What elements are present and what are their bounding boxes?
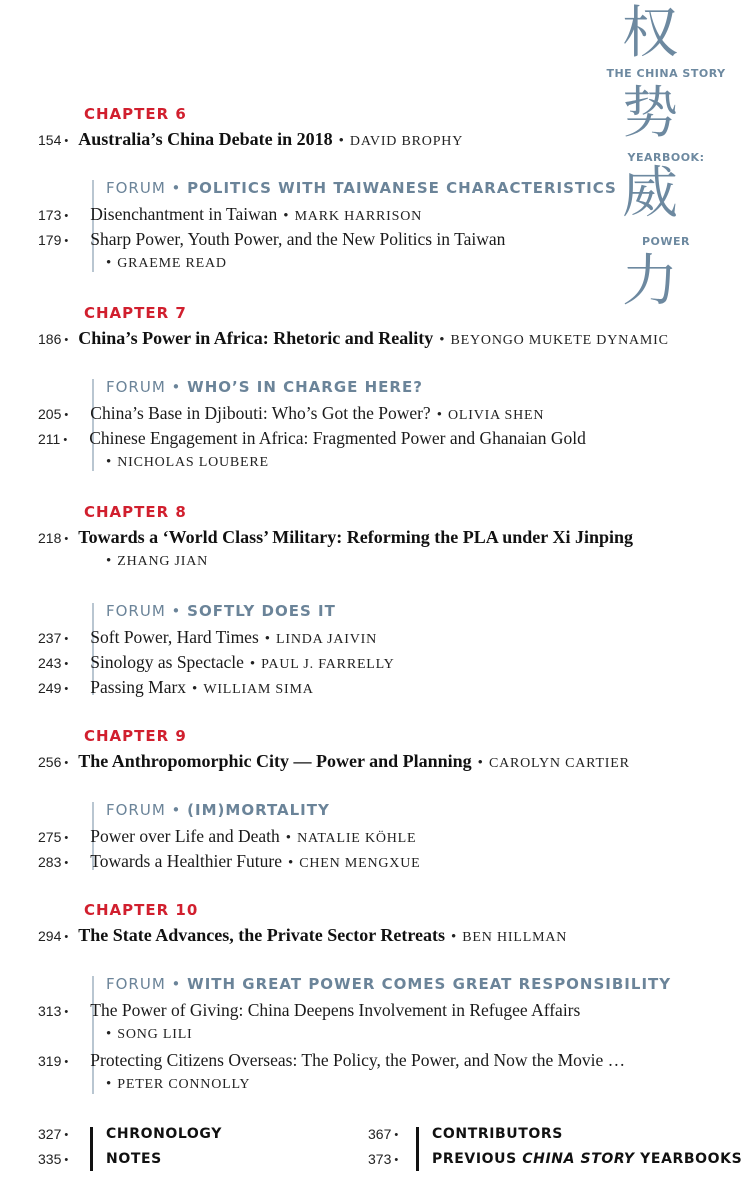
forum-heading: FORUM • POLITICS WITH TAIWANESE CHARACTERISTICS: [106, 179, 617, 197]
author: ZHANG JIAN: [117, 554, 209, 569]
author: PETER CONNOLLY: [117, 1077, 251, 1092]
author-line: • GRAEME READ: [106, 255, 227, 271]
page-number: 319: [38, 1053, 62, 1069]
chapter-label: CHAPTER 9: [84, 727, 187, 745]
entry-title: China’s Base in Djibouti: Who’s Got the Power?: [90, 403, 431, 423]
page-number: 186: [38, 331, 62, 347]
chapter-title: The State Advances, the Private Sector Retreats: [78, 925, 446, 945]
page-number: 243: [38, 655, 62, 671]
page-number: 335: [38, 1151, 62, 1167]
page-number: 211: [38, 431, 61, 447]
chinese-char-quan: 权: [622, 1, 678, 66]
back-matter-divider-right: [416, 1127, 419, 1171]
page-number: 205: [38, 406, 62, 422]
author: NATALIE KÖHLE: [297, 831, 417, 846]
author: DAVID BROPHY: [349, 134, 464, 149]
forum-entry[interactable]: 319 • Protecting Citizens Overseas: The Policy, the Power, and Now the Movie …: [38, 1050, 626, 1070]
chapter-entry[interactable]: 154 • Australia’s China Debate in 2018 • DAVID BROPHY: [38, 129, 464, 149]
author: MARK HARRISON: [294, 209, 423, 224]
page-number: 256: [38, 754, 62, 770]
chapter-label: CHAPTER 7: [84, 304, 187, 322]
back-matter-label[interactable]: CHRONOLOGY: [106, 1126, 222, 1142]
back-matter-label[interactable]: NOTES: [106, 1151, 162, 1167]
author: WILLIAM SIMA: [203, 682, 314, 697]
chinese-char-wei: 威: [622, 161, 678, 226]
page-number: 283: [38, 854, 62, 870]
author: LINDA JAIVIN: [276, 632, 378, 647]
forum-heading: FORUM • WHO’S IN CHARGE HERE?: [106, 378, 423, 396]
chapter-title: Towards a ‘World Class’ Military: Reforming the PLA under Xi Jinping: [78, 527, 633, 547]
back-matter-entry[interactable]: 327 •: [38, 1126, 69, 1142]
author-line: • NICHOLAS LOUBERE: [106, 454, 269, 470]
page-number: 237: [38, 630, 62, 646]
chinese-char-li: 力: [622, 249, 678, 314]
author: PAUL J. FARRELLY: [261, 657, 395, 672]
forum-entry[interactable]: 173 • Disenchantment in Taiwan • MARK HARRISON: [38, 204, 423, 224]
author: BEN HILLMAN: [462, 930, 568, 945]
forum-name: POLITICS WITH TAIWANESE CHARACTERISTICS: [187, 179, 617, 197]
page-number: 327: [38, 1126, 62, 1142]
entry-title: Disenchantment in Taiwan: [90, 204, 278, 224]
entry-title: Protecting Citizens Overseas: The Policy, the Power, and Now the Movie …: [90, 1050, 626, 1070]
forum-entry[interactable]: 211 • Chinese Engagement in Africa: Fragmented Power and Ghanaian Gold: [38, 428, 586, 448]
page-number: 367: [368, 1126, 392, 1142]
chapter-label: CHAPTER 6: [84, 105, 187, 123]
forum-heading: FORUM • WITH GREAT POWER COMES GREAT RESPONSIBILITY: [106, 975, 672, 993]
caption-power: POWER: [641, 235, 691, 248]
chapter-title: The Anthropomorphic City — Power and Planning: [78, 751, 472, 771]
chapter-title: China’s Power in Africa: Rhetoric and Reality: [78, 328, 434, 348]
forum-entry[interactable]: 205 • China’s Base in Djibouti: Who’s Got the Power? • OLIVIA SHEN: [38, 403, 545, 423]
entry-title: The Power of Giving: China Deepens Involvement in Refugee Affairs: [90, 1000, 581, 1020]
chapter-entry[interactable]: 256 • The Anthropomorphic City — Power and Planning • CAROLYN CARTIER: [38, 751, 630, 771]
back-matter-entry[interactable]: 367 •: [368, 1126, 399, 1142]
back-matter-label[interactable]: CONTRIBUTORS: [432, 1126, 563, 1142]
entry-title: Sinology as Spectacle: [90, 652, 244, 672]
forum-entry[interactable]: 237 • Soft Power, Hard Times • LINDA JAIVIN: [38, 627, 378, 647]
page-number: 218: [38, 530, 62, 546]
chapter-label: CHAPTER 10: [84, 901, 199, 919]
forum-entry[interactable]: 283 • Towards a Healthier Future • CHEN MENGXUE: [38, 851, 421, 871]
chapter-title: Australia’s China Debate in 2018: [78, 129, 333, 149]
entry-title: Soft Power, Hard Times: [90, 627, 259, 647]
forum-entry[interactable]: 275 • Power over Life and Death • NATALIE KÖHLE: [38, 826, 417, 846]
chinese-char-shi: 势: [622, 81, 678, 146]
back-matter-entry[interactable]: 373 •: [368, 1151, 399, 1167]
author: GRAEME READ: [117, 256, 227, 271]
back-matter-divider-left: [90, 1127, 93, 1171]
author: CHEN MENGXUE: [299, 856, 421, 871]
entry-title: Passing Marx: [90, 677, 187, 697]
forum-heading: FORUM • (IM)MORTALITY: [106, 801, 330, 819]
chapter-entry[interactable]: 218 • Towards a ‘World Class’ Military: Reforming the PLA under Xi Jinping: [38, 527, 633, 547]
forum-entry[interactable]: 243 • Sinology as Spectacle • PAUL J. FARRELLY: [38, 652, 395, 672]
forum-divider: [92, 976, 94, 1094]
caption-yearbook: YEARBOOK:: [627, 151, 705, 164]
forum-name: SOFTLY DOES IT: [187, 602, 336, 620]
page-number: 173: [38, 207, 62, 223]
entry-title: Chinese Engagement in Africa: Fragmented Power and Ghanaian Gold: [89, 428, 586, 448]
page-number: 275: [38, 829, 62, 845]
forum-name: (IM)MORTALITY: [187, 801, 330, 819]
author-line: • ZHANG JIAN: [106, 553, 209, 569]
back-matter-entry[interactable]: 335 •: [38, 1151, 69, 1167]
author: BEYONGO MUKETE DYNAMIC: [450, 333, 669, 348]
forum-name: WHO’S IN CHARGE HERE?: [187, 378, 423, 396]
page-number: 294: [38, 928, 62, 944]
forum-heading: FORUM • SOFTLY DOES IT: [106, 602, 336, 620]
back-matter-label[interactable]: PREVIOUS CHINA STORY YEARBOOKS: [432, 1151, 743, 1167]
page-number: 249: [38, 680, 62, 696]
forum-entry[interactable]: 313 • The Power of Giving: China Deepens Involvement in Refugee Affairs: [38, 1000, 581, 1020]
page-number: 373: [368, 1151, 392, 1167]
author: SONG LILI: [117, 1027, 193, 1042]
chapter-entry[interactable]: 186 • China’s Power in Africa: Rhetoric and Reality • BEYONGO MUKETE DYNAMIC: [38, 328, 669, 348]
chapter-label: CHAPTER 8: [84, 503, 187, 521]
entry-title: Sharp Power, Youth Power, and the New Politics in Taiwan: [90, 229, 506, 249]
forum-divider: [92, 379, 94, 471]
author-line: • PETER CONNOLLY: [106, 1076, 251, 1092]
author-line: • SONG LILI: [106, 1026, 193, 1042]
forum-name: WITH GREAT POWER COMES GREAT RESPONSIBILITY: [187, 975, 672, 993]
author: CAROLYN CARTIER: [488, 756, 630, 771]
caption-china-story: THE CHINA STORY: [606, 67, 726, 80]
page-number: 313: [38, 1003, 62, 1019]
page-number: 154: [38, 132, 62, 148]
page-number: 179: [38, 232, 62, 248]
forum-divider: [92, 180, 94, 272]
entry-title: Towards a Healthier Future: [90, 851, 282, 871]
author: OLIVIA SHEN: [447, 408, 545, 423]
author: NICHOLAS LOUBERE: [117, 455, 269, 470]
forum-entry[interactable]: 249 • Passing Marx • WILLIAM SIMA: [38, 677, 314, 697]
entry-title: Power over Life and Death: [90, 826, 280, 846]
forum-entry[interactable]: 179 • Sharp Power, Youth Power, and the New Politics in Taiwan: [38, 229, 506, 249]
chapter-entry[interactable]: 294 • The State Advances, the Private Sector Retreats • BEN HILLMAN: [38, 925, 568, 945]
